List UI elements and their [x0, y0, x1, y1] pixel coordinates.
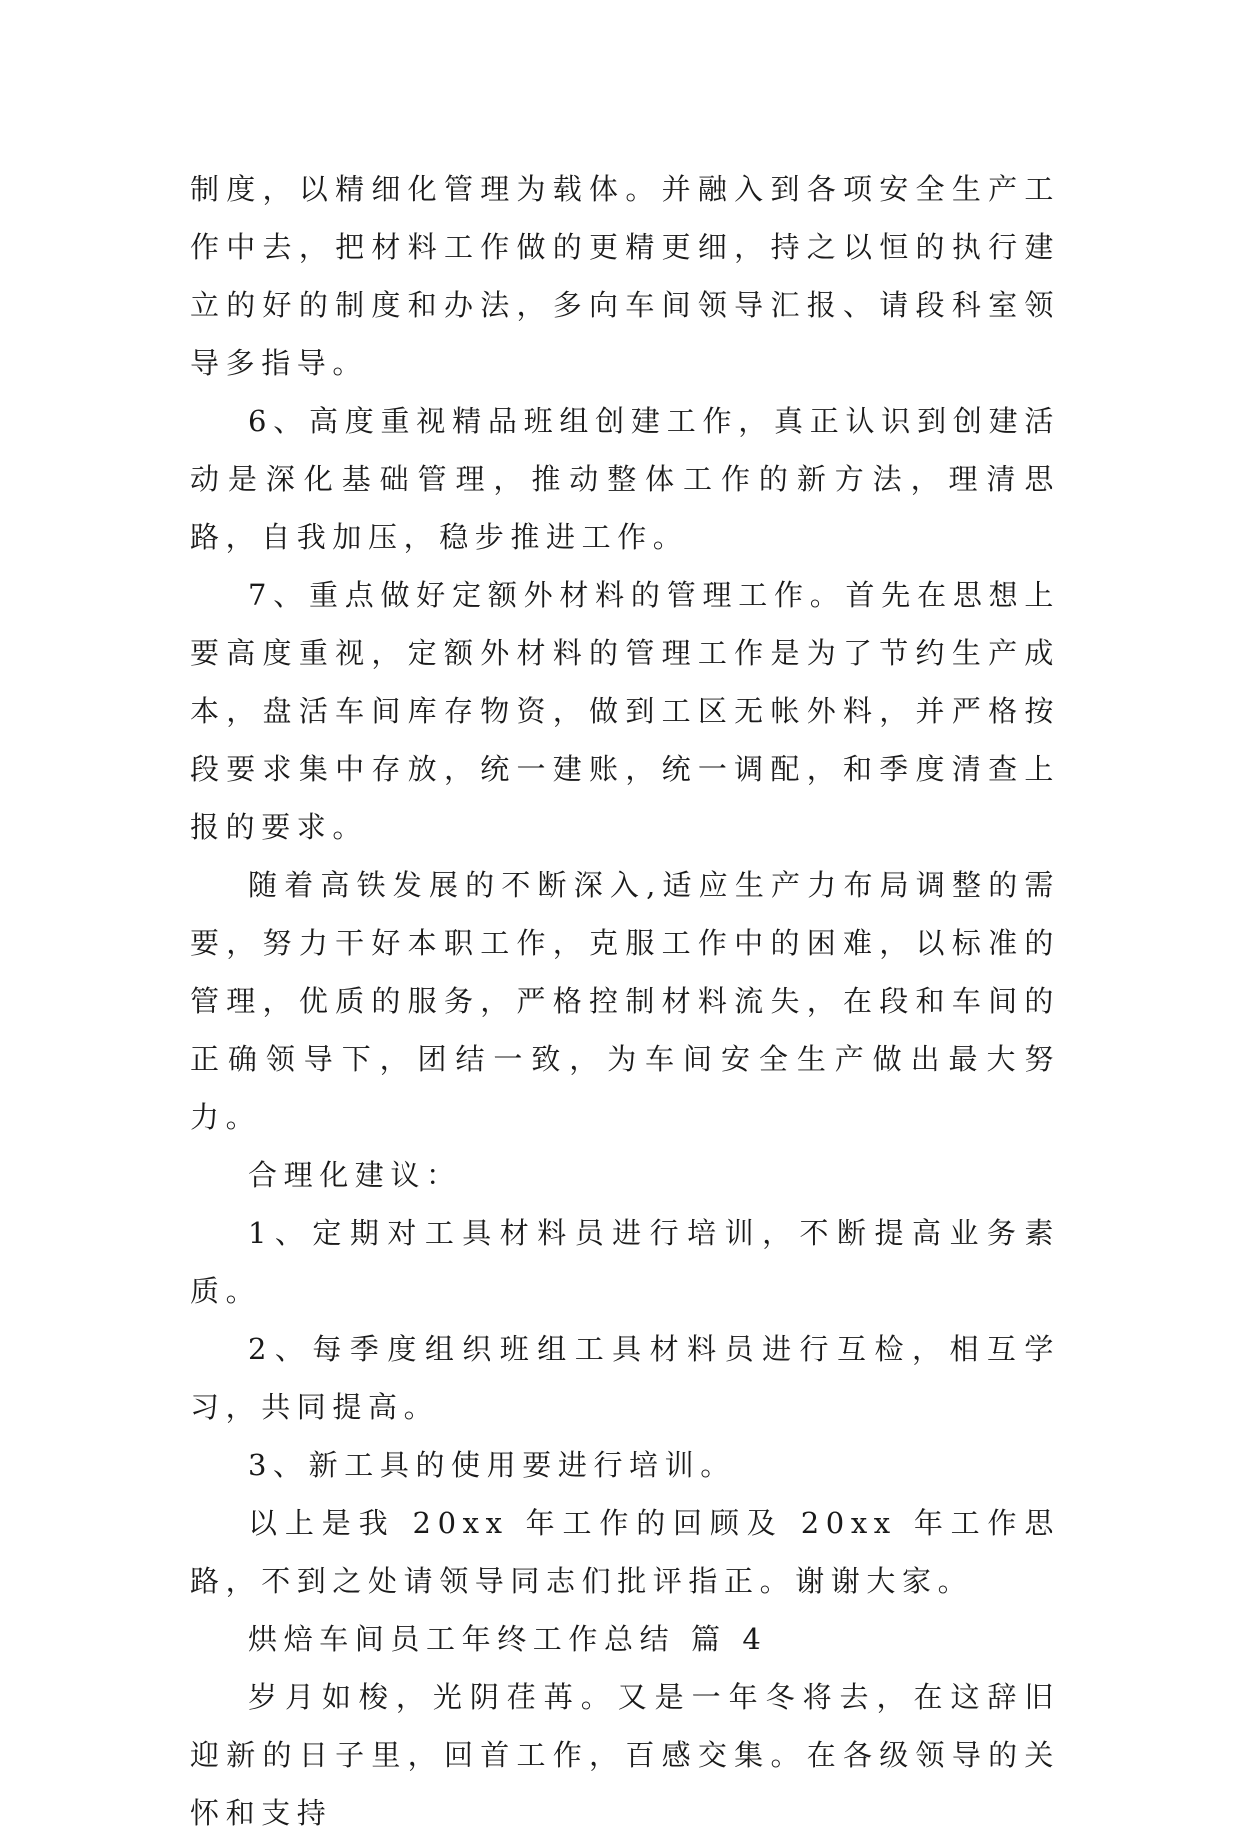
paragraph-item-6: 6、高度重视精品班组创建工作，真正认识到创建活动是深化基础管理，推动整体工作的新方法，理清思路，自我加压，稳步推进工作。 [190, 404, 1060, 554]
suggestion-item-3: 3、新工具的使用要进行培训。 [248, 1448, 736, 1482]
document-page [190, 160, 1060, 1842]
suggestions-heading: 合理化建议： [248, 1158, 462, 1192]
paragraph-item-7: 7、重点做好定额外材料的管理工作。首先在思想上要高度重视，定额外材料的管理工作是为了节约生产成本，盘活车间库存物资，做到工区无帐外料，并严格按段要求集中存放，统一建账，统一调配，和季度清查上报的要求。 [190, 578, 1060, 844]
paragraph-continuation: 制度，以精细化管理为载体。并融入到各项安全生产工作中去，把材料工作做的更精更细，持之以恒的执行建立的好的制度和办法，多向车间领导汇报、请段科室领导多指导。 [190, 172, 1060, 380]
paragraph-closing: 以上是我 20xx 年工作的回顾及 20xx 年工作思路，不到之处请领导同志们批评指正。谢谢大家。 [190, 1506, 1060, 1598]
paragraph-summary: 随着高铁发展的不断深入,适应生产力布局调整的需要，努力干好本职工作，克服工作中的困难，以标准的管理，优质的服务，严格控制材料流失，在段和车间的正确领导下，团结一致，为车间安全生产做出最大努力。 [190, 868, 1060, 1134]
section-title: 烘焙车间员工年终工作总结 篇 4 [248, 1622, 768, 1656]
paragraph-section-4-intro: 岁月如梭，光阴荏苒。又是一年冬将去，在这辞旧迎新的日子里，回首工作，百感交集。在各级领导的关怀和支持 [190, 1680, 1060, 1830]
suggestion-item-2: 2、每季度组织班组工具材料员进行互检，相互学习，共同提高。 [190, 1332, 1060, 1424]
suggestion-item-1: 1、定期对工具材料员进行培训，不断提高业务素质。 [190, 1216, 1060, 1308]
